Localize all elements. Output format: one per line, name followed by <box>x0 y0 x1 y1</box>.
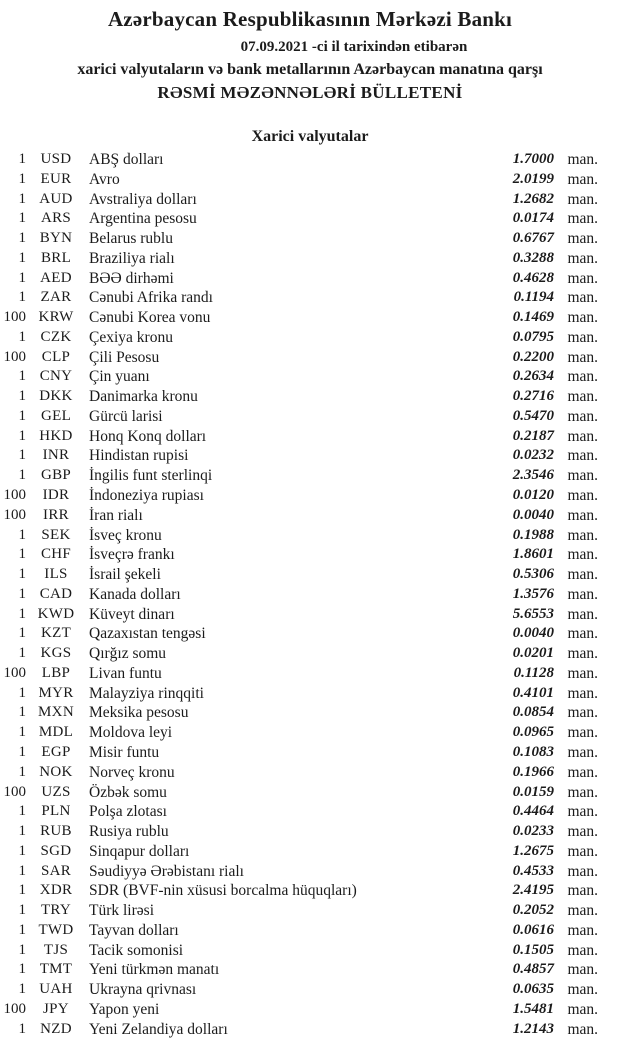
row-currency-name: İndoneziya rupiası <box>89 487 204 505</box>
row-rate-value: 0.4628 <box>512 269 554 286</box>
row-unit: man. <box>567 388 598 406</box>
row-currency-name: Küveyt dinarı <box>89 605 175 623</box>
row-currency-name: Qırğız somu <box>89 645 167 663</box>
row-rate-value: 0.2634 <box>512 368 554 385</box>
rate-row <box>0 446 620 466</box>
row-rate-value: 5.6553 <box>512 605 554 622</box>
row-unit: man. <box>567 902 598 920</box>
row-quantity: 1 <box>18 684 26 701</box>
rate-row <box>0 960 620 980</box>
row-quantity: 1 <box>18 566 26 583</box>
row-currency-name: İsveç kronu <box>89 526 162 544</box>
row-rate-value: 0.0201 <box>512 645 554 662</box>
row-unit: man. <box>567 546 598 564</box>
row-currency-code: GBP <box>40 467 72 484</box>
rate-row <box>0 486 620 506</box>
row-unit: man. <box>567 743 598 761</box>
row-currency-name: Meksika pesosu <box>89 704 189 722</box>
rates-table <box>0 150 620 1039</box>
rate-row <box>0 684 620 704</box>
rate-row <box>0 901 620 921</box>
row-quantity: 1 <box>18 407 26 424</box>
row-currency-name: Çin yuanı <box>89 368 150 386</box>
row-quantity: 1 <box>18 882 26 899</box>
rate-row <box>0 348 620 368</box>
row-rate-value: 1.2675 <box>512 842 554 859</box>
row-currency-name: Türk lirəsi <box>89 902 154 920</box>
row-currency-code: LBP <box>41 664 71 681</box>
row-currency-name: Polşa zlotası <box>89 803 167 821</box>
row-currency-name: Səudiyyə Ərəbistanı rialı <box>89 862 244 880</box>
bulletin-title: RƏSMİ MƏZƏNNƏLƏRİ BÜLLETENİ <box>157 83 463 102</box>
row-quantity: 1 <box>18 743 26 760</box>
row-quantity: 1 <box>18 447 26 464</box>
row-rate-value: 0.4857 <box>512 961 554 978</box>
rate-row <box>0 209 620 229</box>
row-unit: man. <box>567 842 598 860</box>
row-currency-name: Tacik somonisi <box>89 941 184 959</box>
row-unit: man. <box>567 190 598 208</box>
row-currency-code: BRL <box>40 249 72 266</box>
rate-row <box>0 980 620 1000</box>
row-currency-code: ZAR <box>40 289 72 306</box>
rate-row <box>0 506 620 526</box>
row-rate-value: 0.1966 <box>512 763 554 780</box>
row-currency-name: Cənubi Afrika randı <box>89 289 213 307</box>
row-rate-value: 0.3288 <box>512 249 554 266</box>
row-currency-code: MYR <box>38 684 74 701</box>
row-currency-name: Yeni türkmən manatı <box>89 961 220 979</box>
row-quantity: 1 <box>18 1020 26 1037</box>
row-rate-value: 1.2682 <box>512 190 554 207</box>
row-currency-name: BƏƏ dirhəmi <box>89 269 174 287</box>
row-currency-code: CNY <box>39 368 73 385</box>
rate-row <box>0 783 620 803</box>
row-quantity: 1 <box>18 151 26 167</box>
row-currency-name: Honq Konq dolları <box>89 427 207 445</box>
rate-row <box>0 229 620 249</box>
rate-row <box>0 308 620 328</box>
row-rate-value: 0.1988 <box>512 526 554 543</box>
row-rate-value: 0.0854 <box>512 704 554 721</box>
rate-row <box>0 190 620 210</box>
row-unit: man. <box>567 823 598 841</box>
row-currency-name: Braziliya rialı <box>89 249 175 267</box>
row-rate-value: 0.4101 <box>512 684 554 701</box>
effective-date-line: 07.09.2021 -ci il tarixindən etibarən <box>240 39 468 55</box>
rate-row <box>0 664 620 684</box>
row-quantity: 100 <box>3 664 26 681</box>
row-currency-name: Çili Pesosu <box>89 348 160 366</box>
row-currency-code: INR <box>42 447 70 464</box>
rate-row <box>0 723 620 743</box>
row-rate-value: 0.1128 <box>513 664 554 681</box>
subject-line: xarici valyutaların və bank metallarının Azərbaycan manatına qarşı <box>77 61 543 78</box>
row-unit: man. <box>567 664 598 682</box>
row-unit: man. <box>567 269 598 287</box>
row-unit: man. <box>567 526 598 544</box>
rate-row <box>0 545 620 565</box>
row-quantity: 1 <box>18 585 26 602</box>
section-title: Xarici valyutalar <box>251 128 369 145</box>
row-currency-name: Misir funtu <box>89 743 160 761</box>
row-unit: man. <box>567 447 598 465</box>
rate-row <box>0 466 620 486</box>
row-currency-code: KRW <box>38 309 74 326</box>
row-currency-code: SEK <box>41 526 71 543</box>
row-currency-name: Kanada dolları <box>89 585 181 603</box>
row-quantity: 1 <box>18 289 26 306</box>
row-quantity: 100 <box>3 348 26 365</box>
row-currency-name: Belarus rublu <box>89 230 173 248</box>
row-unit: man. <box>567 981 598 999</box>
row-rate-value: 0.5306 <box>512 566 554 583</box>
row-unit: man. <box>567 783 598 801</box>
row-quantity: 1 <box>18 941 26 958</box>
rate-row <box>0 605 620 625</box>
row-currency-code: XDR <box>39 882 73 899</box>
row-rate-value: 0.0232 <box>512 447 554 464</box>
row-quantity: 1 <box>18 388 26 405</box>
row-quantity: 1 <box>18 724 26 741</box>
rate-row <box>0 941 620 961</box>
row-quantity: 100 <box>3 309 26 326</box>
row-currency-name: Çexiya kronu <box>89 328 173 346</box>
row-unit: man. <box>567 309 598 327</box>
row-currency-code: KGS <box>40 645 72 662</box>
row-currency-name: İngilis funt sterlinqi <box>89 467 213 485</box>
row-unit: man. <box>567 506 598 524</box>
rate-row <box>0 288 620 308</box>
row-unit: man. <box>567 803 598 821</box>
row-currency-code: RUB <box>40 823 72 840</box>
row-unit: man. <box>567 487 598 505</box>
row-rate-value: 0.2200 <box>512 348 554 365</box>
rate-row <box>0 842 620 862</box>
row-rate-value: 0.0040 <box>512 506 554 523</box>
row-quantity: 1 <box>18 961 26 978</box>
row-quantity: 1 <box>18 862 26 879</box>
row-currency-name: Malayziya rinqqiti <box>89 684 204 702</box>
row-currency-code: SGD <box>40 842 72 859</box>
row-quantity: 1 <box>18 803 26 820</box>
row-unit: man. <box>567 210 598 228</box>
row-currency-code: CHF <box>40 546 72 563</box>
row-currency-name: İsrail şekeli <box>89 566 161 584</box>
row-unit: man. <box>567 921 598 939</box>
row-quantity: 1 <box>18 368 26 385</box>
row-quantity: 1 <box>18 269 26 286</box>
rate-row <box>0 763 620 783</box>
row-rate-value: 0.0616 <box>512 921 554 938</box>
row-unit: man. <box>567 724 598 742</box>
row-quantity: 100 <box>3 783 26 800</box>
row-unit: man. <box>567 1020 598 1038</box>
row-currency-code: NZD <box>40 1020 72 1037</box>
row-currency-code: KWD <box>37 605 75 622</box>
row-quantity: 1 <box>18 625 26 642</box>
rate-row <box>0 387 620 407</box>
row-unit: man. <box>567 328 598 346</box>
row-unit: man. <box>567 763 598 781</box>
row-currency-code: TJS <box>43 941 69 958</box>
row-currency-code: EGP <box>41 743 71 760</box>
row-rate-value: 1.3576 <box>512 585 554 602</box>
row-currency-name: Avro <box>89 170 120 188</box>
row-currency-name: Avstraliya dolları <box>89 190 197 208</box>
rate-row <box>0 644 620 664</box>
rate-row <box>0 743 620 763</box>
row-unit: man. <box>567 645 598 663</box>
row-unit: man. <box>567 151 598 168</box>
row-rate-value: 0.2187 <box>512 427 554 444</box>
row-quantity: 1 <box>18 921 26 938</box>
row-currency-name: Norveç kronu <box>89 763 175 781</box>
rate-row <box>0 1000 620 1020</box>
row-unit: man. <box>567 585 598 603</box>
row-quantity: 1 <box>18 190 26 207</box>
row-currency-name: Ukrayna qrivnası <box>89 981 197 999</box>
row-unit: man. <box>567 941 598 959</box>
row-quantity: 1 <box>18 526 26 543</box>
row-unit: man. <box>567 605 598 623</box>
row-rate-value: 2.3546 <box>512 467 554 484</box>
row-currency-code: MXN <box>38 704 74 721</box>
row-unit: man. <box>567 961 598 979</box>
row-currency-name: Gürcü larisi <box>89 407 163 425</box>
row-currency-code: CZK <box>40 328 72 345</box>
rate-row <box>0 526 620 546</box>
row-rate-value: 0.4533 <box>512 862 554 879</box>
row-quantity: 1 <box>18 981 26 998</box>
row-rate-value: 1.8601 <box>512 546 554 563</box>
row-rate-value: 0.0159 <box>512 783 554 800</box>
row-currency-name: Özbək somu <box>89 783 167 801</box>
row-rate-value: 0.1083 <box>512 743 554 760</box>
row-unit: man. <box>567 289 598 307</box>
row-quantity: 1 <box>18 605 26 622</box>
row-unit: man. <box>567 230 598 248</box>
row-quantity: 100 <box>3 487 26 504</box>
row-currency-name: Qazaxıstan tengəsi <box>89 625 206 643</box>
row-unit: man. <box>567 862 598 880</box>
row-unit: man. <box>567 407 598 425</box>
row-quantity: 100 <box>3 506 26 523</box>
rate-row <box>0 328 620 348</box>
row-rate-value: 0.5470 <box>512 407 554 424</box>
row-rate-value: 0.0233 <box>512 823 554 840</box>
row-currency-code: IDR <box>42 487 70 504</box>
rate-row <box>0 170 620 190</box>
row-unit: man. <box>567 170 598 188</box>
row-rate-value: 0.1469 <box>512 309 554 326</box>
row-rate-value: 0.2052 <box>512 902 554 919</box>
row-currency-code: USD <box>40 151 72 167</box>
row-rate-value: 0.0120 <box>512 487 554 504</box>
row-currency-name: Moldova leyi <box>89 724 173 742</box>
row-unit: man. <box>567 249 598 267</box>
row-currency-name: Yeni Zelandiya dolları <box>89 1020 228 1038</box>
row-currency-code: TRY <box>40 902 72 919</box>
rate-row <box>0 624 620 644</box>
row-rate-value: 2.0199 <box>512 170 554 187</box>
rate-row <box>0 427 620 447</box>
rate-row <box>0 407 620 427</box>
row-currency-code: TWD <box>38 921 74 938</box>
row-quantity: 1 <box>18 645 26 662</box>
row-quantity: 100 <box>3 1000 26 1017</box>
row-currency-name: İsveçrə frankı <box>89 546 175 564</box>
rate-row <box>0 822 620 842</box>
row-currency-code: AUD <box>39 190 73 207</box>
row-unit: man. <box>567 625 598 643</box>
row-quantity: 1 <box>18 546 26 563</box>
row-currency-code: HKD <box>39 427 73 444</box>
bulletin-header <box>0 6 620 104</box>
row-currency-code: DKK <box>39 388 73 405</box>
row-quantity: 1 <box>18 842 26 859</box>
row-rate-value: 0.0040 <box>512 625 554 642</box>
row-currency-code: ARS <box>40 210 72 227</box>
row-currency-code: TMT <box>39 961 73 978</box>
rate-row <box>0 862 620 882</box>
row-rate-value: 0.0635 <box>512 981 554 998</box>
row-rate-value: 1.7000 <box>512 151 554 167</box>
row-quantity: 1 <box>18 427 26 444</box>
row-rate-value: 1.5481 <box>512 1000 554 1017</box>
row-currency-name: Cənubi Korea vonu <box>89 309 211 327</box>
row-unit: man. <box>567 368 598 386</box>
row-currency-code: JPY <box>43 1000 69 1017</box>
row-currency-code: IRR <box>43 506 69 523</box>
row-quantity: 1 <box>18 328 26 345</box>
row-quantity: 1 <box>18 763 26 780</box>
rate-row <box>0 703 620 723</box>
row-quantity: 1 <box>18 823 26 840</box>
row-rate-value: 0.1194 <box>513 289 554 306</box>
rate-row <box>0 802 620 822</box>
row-rate-value: 0.0174 <box>512 210 554 227</box>
row-currency-name: Yapon yeni <box>89 1000 160 1018</box>
rate-row <box>0 565 620 585</box>
row-currency-name: Rusiya rublu <box>89 823 169 841</box>
row-currency-code: PLN <box>41 803 71 820</box>
row-currency-code: AED <box>40 269 72 286</box>
row-currency-name: SDR (BVF-nin xüsusi borcalma hüquqları) <box>89 882 357 900</box>
rate-row <box>0 249 620 269</box>
row-rate-value: 0.6767 <box>512 230 554 247</box>
row-currency-name: İran rialı <box>89 506 143 524</box>
row-currency-name: Livan funtu <box>89 664 162 682</box>
row-rate-value: 0.4464 <box>512 803 554 820</box>
row-quantity: 1 <box>18 902 26 919</box>
row-unit: man. <box>567 1000 598 1018</box>
row-currency-code: UAH <box>39 981 73 998</box>
row-currency-code: NOK <box>39 763 73 780</box>
bank-title: Azərbaycan Respublikasının Mərkəzi Bankı <box>107 7 513 31</box>
row-currency-code: CLP <box>41 348 71 365</box>
row-unit: man. <box>567 467 598 485</box>
row-quantity: 1 <box>18 467 26 484</box>
row-currency-name: Argentina pesosu <box>89 210 197 228</box>
row-unit: man. <box>567 684 598 702</box>
row-currency-name: Tayvan dolları <box>89 921 179 939</box>
row-currency-code: UZS <box>41 783 71 800</box>
row-rate-value: 0.1505 <box>512 941 554 958</box>
row-currency-code: KZT <box>40 625 72 642</box>
row-rate-value: 1.2143 <box>512 1020 554 1037</box>
row-rate-value: 0.0965 <box>512 724 554 741</box>
row-currency-name: Danimarka kronu <box>89 388 198 406</box>
rate-row <box>0 269 620 289</box>
row-currency-code: MDL <box>38 724 74 741</box>
row-unit: man. <box>567 348 598 366</box>
row-quantity: 1 <box>18 249 26 266</box>
rate-row <box>0 585 620 605</box>
row-rate-value: 0.2716 <box>512 388 554 405</box>
row-currency-code: GEL <box>40 407 72 424</box>
row-quantity: 1 <box>18 170 26 187</box>
row-quantity: 1 <box>18 704 26 721</box>
row-unit: man. <box>567 427 598 445</box>
rate-row <box>0 367 620 387</box>
row-currency-code: SAR <box>40 862 72 879</box>
row-rate-value: 2.4195 <box>512 882 554 899</box>
row-unit: man. <box>567 566 598 584</box>
rate-row <box>0 881 620 901</box>
row-currency-name: Sinqapur dolları <box>89 842 190 860</box>
rate-row <box>0 150 620 170</box>
rate-row <box>0 921 620 941</box>
row-quantity: 1 <box>18 230 26 247</box>
row-currency-code: ILS <box>44 566 68 583</box>
row-rate-value: 0.0795 <box>512 328 554 345</box>
row-currency-name: ABŞ dolları <box>89 151 164 168</box>
row-currency-code: BYN <box>39 230 73 247</box>
row-currency-code: EUR <box>40 170 72 187</box>
row-currency-name: Hindistan rupisi <box>89 447 189 465</box>
row-quantity: 1 <box>18 210 26 227</box>
row-unit: man. <box>567 882 598 900</box>
rate-row <box>0 1020 620 1040</box>
row-currency-code: CAD <box>39 585 73 602</box>
row-unit: man. <box>567 704 598 722</box>
